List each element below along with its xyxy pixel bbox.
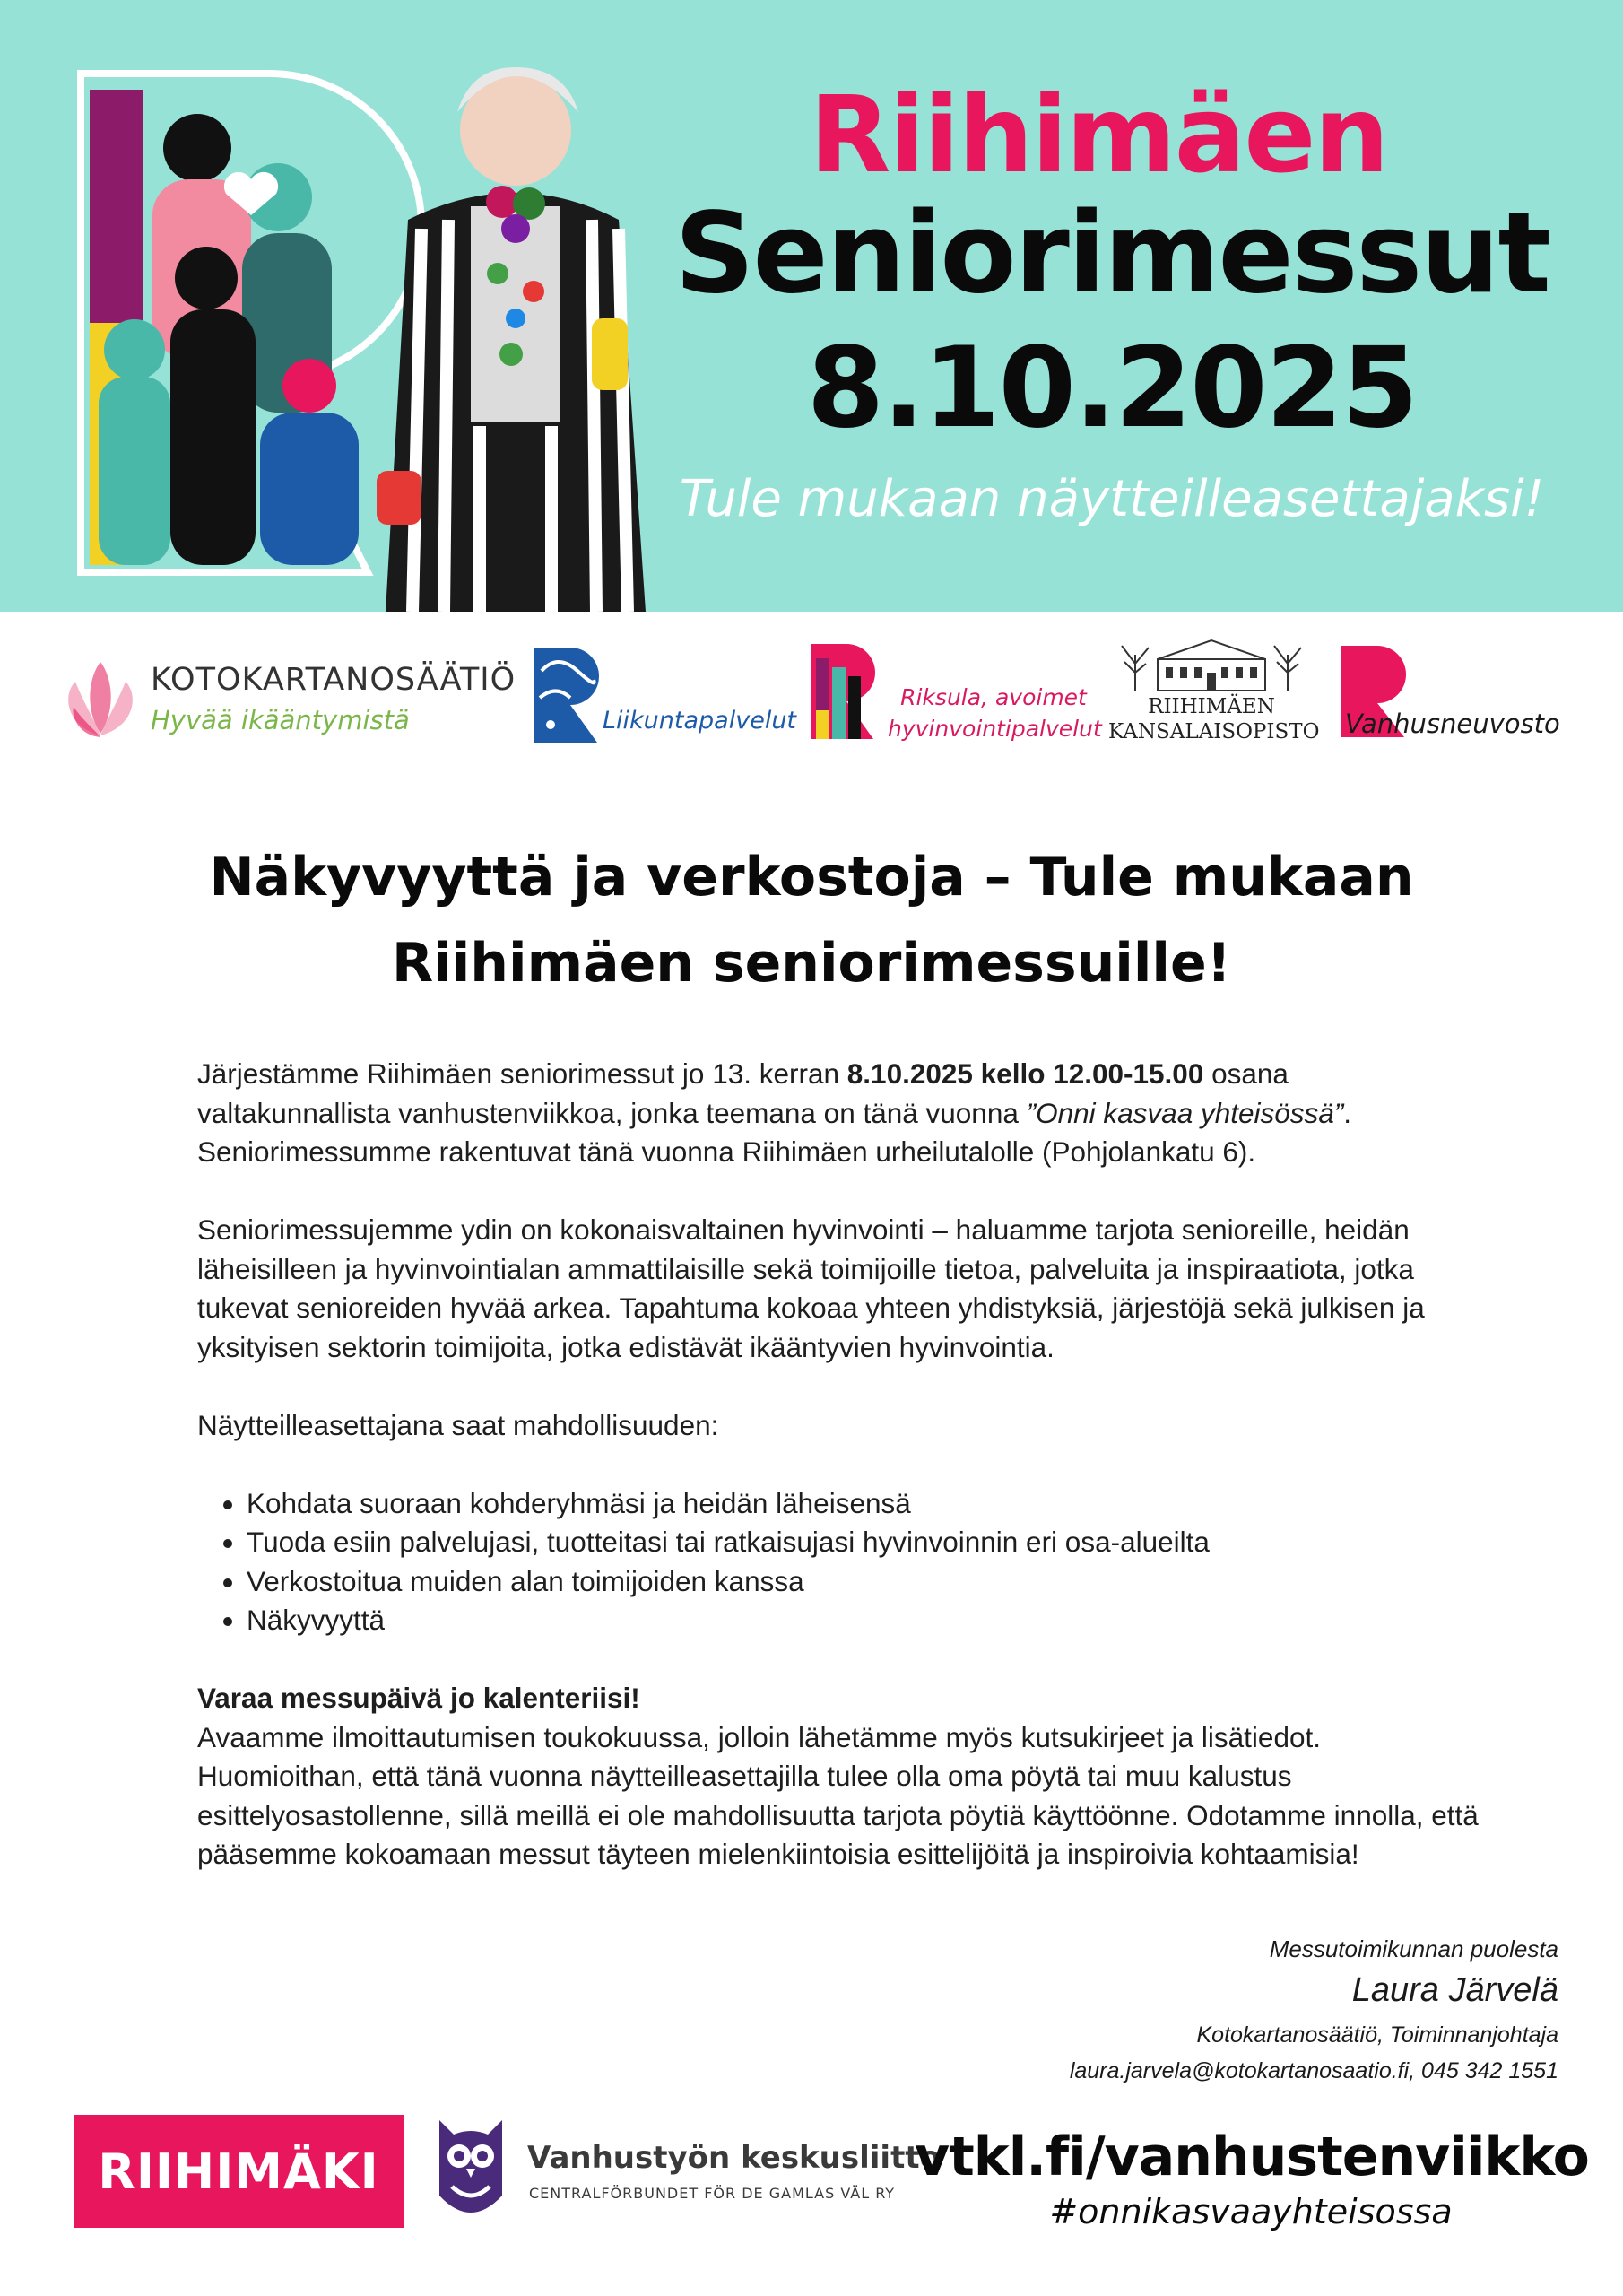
registration-paragraph: Avaamme ilmoittautumisen toukokuussa, jolloin lähetämme myös kutsukirjeet ja lisätiedot. Huomioithan, että tänä vuonna näytteilleasettajilla tulee olla oma pöytä tai muu kalustus esittelyosastollenne, sillä meillä ei ole mahdollisuutta tarjota pöytiä käyttöönne. Odotamme innolla, että pääsemme kokoamaan messut täyteen mielenkiintoisia esittelijöitä ja inspiroivia kohtaamisia! [197,1720,1479,1870]
vanhustyon-keskusliitto-swedish: CENTRALFÖRBUNDET FÖR DE GAMLAS VÄL RY [529,2185,896,2202]
owl-icon [434,2115,508,2230]
intro-text-a: Järjestämme Riihimäen seniorimessut jo 13. kerran [197,1057,847,1090]
core-paragraph: Seniorimessujemme ydin on kokonaisvaltainen hyvinvointi – haluamme tarjota senioreille, heidän läheisilleen ja hyvinvointialan ammattilaisille sekä toimijoille tietoa, palveluita ja inspiraatiota, jotka tukevat senioreiden hyvää arkea. Tapahtuma kokoaa yhteen yhdistyksiä, järjestöjä sekä julkisen ja yksityisen sektorin toimijoita, jotka edistävät ikääntyvien hyvinvointia. [197,1213,1425,1363]
list-item: • Tuoda esiin palvelujasi, tuotteitasi tai ratkaisujasi hyvinvoinnin eri osa-alueilta [247,1523,1488,1562]
kansalaisopisto-line1: RIIHIMÄEN [1148,695,1275,718]
partner-logo-riksula [807,640,1103,748]
partner-logo-kansalaisopisto [1108,628,1320,749]
signature-on-behalf: Messutoimikunnan puolesta [1269,1935,1558,1962]
event-date: 8.10.2025 [806,324,1418,453]
kansalaisopisto-label [1108,694,1320,744]
riksula-line2: hyvinvointipalvelut [888,716,1102,742]
partner-logo-liikuntapalvelut [531,644,800,747]
headline-line1: Näkyvyyttä ja verkostoja – Tule mukaan [209,846,1414,909]
list-item: • Verkostoitua muiden alan toimijoiden kanssa [247,1562,1488,1602]
intro-text-b: osana valtakunnallista vanhustenviikkoa, jonka teemana on tänä vuonna [197,1057,1289,1129]
event-title-city: Riihimäen [809,73,1388,196]
riksula-label [888,682,1102,744]
partner-logo-vanhusneuvosto [1338,642,1607,741]
save-date-heading-text: Varaa messupäivä jo kalenteriisi! [197,1682,640,1714]
exhibitor-intro: Näytteilleasettajana saat mahdollisuuden: [197,1408,719,1441]
save-date-heading [197,1679,1488,1718]
partner-logo-kotokartano [57,653,524,752]
riksula-line1: Riksula, avoimet [900,684,1087,710]
headline-line2: Riihimäen seniorimessuille! [391,932,1232,995]
benefits-list [197,1484,1488,1640]
main-headline [126,834,1497,1006]
body-text [197,1055,1488,1874]
event-tagline: Tule mukaan näytteilleasettajaksi! [679,470,1545,528]
intro-date-time: 8.10.2025 kello 12.00-15.00 [846,1057,1204,1090]
intro-paragraph [197,1055,1488,1172]
list-item: • Kohdata suoraan kohderyhmäsi ja heidän läheisensä [247,1484,1488,1524]
riihimaki-logo: RIIHIMÄKI [74,2115,404,2228]
vanhustyon-keskusliitto-name: Vanhustyön keskusliitto [527,2140,941,2176]
event-title: Seniorimessut [674,189,1549,318]
signature-name: Laura Järvelä [1351,1971,1558,2009]
signature-title: Kotokartanosäätiö, Toiminnanjohtaja [1196,2022,1558,2048]
campaign-hashtag: #onnikasvaayhteisossa [1049,2192,1453,2231]
header-banner [0,0,1623,612]
list-item: • Näkyvyyttä [247,1601,1488,1640]
senior-woman-photo [323,49,673,612]
kansalaisopisto-line2: KANSALAISOPISTO [1108,720,1320,744]
kotokartano-slogan: Hyvää ikääntymistä [151,705,410,735]
campaign-url[interactable]: vtkl.fi/vanhustenviikko [915,2126,1589,2188]
intro-theme: ”Onni kasvaa yhteisössä” [1026,1096,1344,1129]
lotus-flower-icon [57,655,143,744]
liikunta-r-icon [531,644,603,747]
riksula-r-icon [807,640,879,744]
vanhusneuvosto-label: Vanhusneuvosto [1345,709,1560,739]
manor-house-icon [1108,628,1315,692]
intro-text-c: . Seniorimessumme rakentuvat tänä vuonna Riihimäen urheilutalolle (Pohjolankatu 6). [197,1096,1352,1168]
kotokartano-name: KOTOKARTANOSÄÄTIÖ [151,662,516,698]
liikunta-label: Liikuntapalvelut [603,707,797,735]
signature-contact: laura.jarvela@kotokartanosaatio.fi, 045 342 1551 [1069,2058,1558,2083]
